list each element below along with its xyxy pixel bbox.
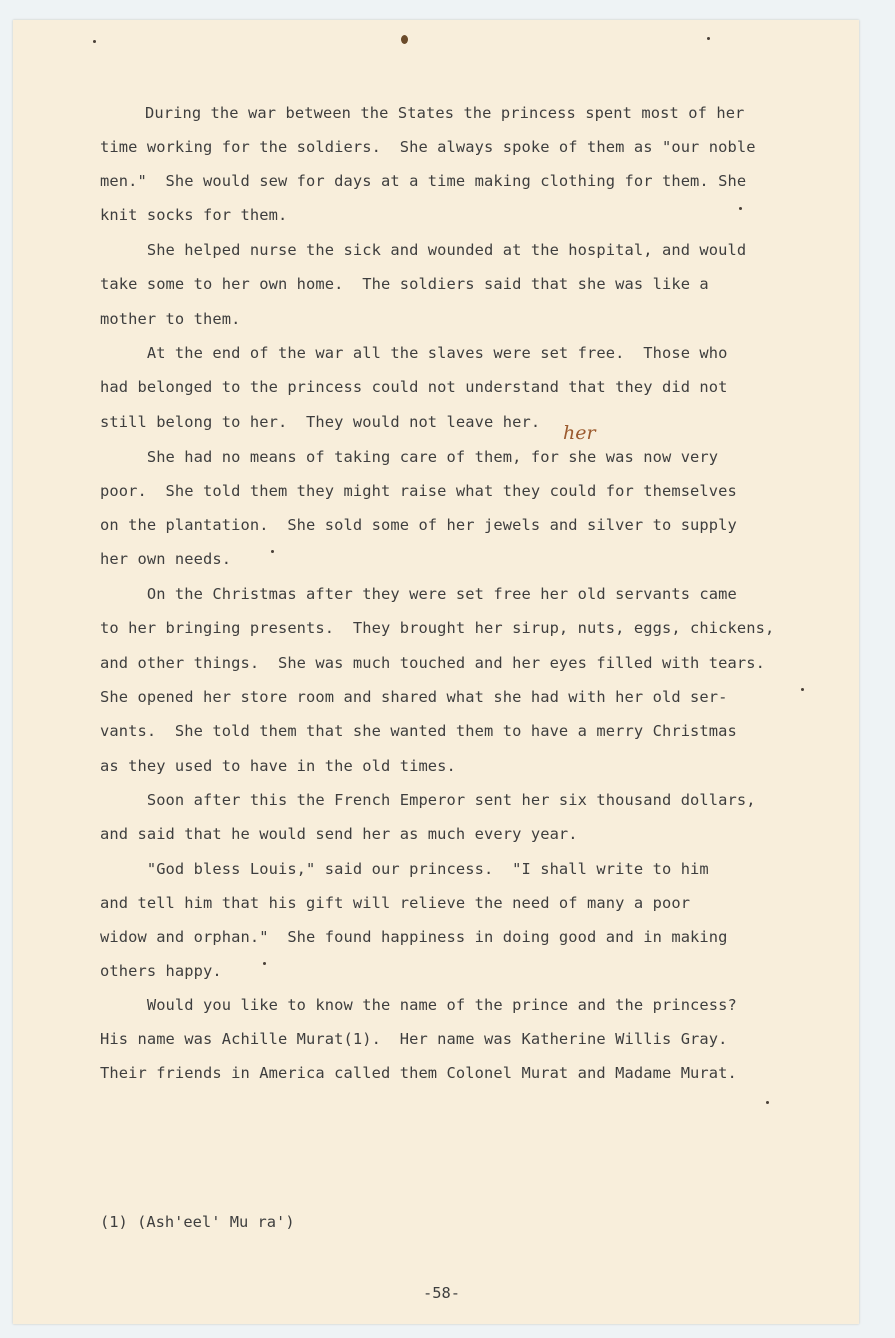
paper-speck [263, 962, 266, 965]
text-line: mother to them. [100, 310, 241, 328]
text-line: and said that he would send her as much every year. [100, 825, 578, 843]
paper-speck [766, 1101, 769, 1104]
text-line: on the plantation. She sold some of her jewels and silver to supply [100, 516, 737, 534]
text-line: During the war between the States the princess spent most of her [145, 104, 745, 122]
handwritten-annotation: her [563, 422, 596, 444]
text-line: Would you like to know the name of the prince and the princess? [100, 996, 737, 1014]
footnote: (1) (Ash'eel' Mu ra') [100, 1213, 295, 1231]
text-line: had belonged to the princess could not understand that they did not [100, 378, 728, 396]
text-line: Their friends in America called them Colonel Murat and Madame Murat. [100, 1064, 737, 1082]
text-line: to her bringing presents. They brought her sirup, nuts, eggs, chickens, [100, 619, 775, 637]
text-line: She opened her store room and shared what she had with her old ser- [100, 688, 728, 706]
paper-speck [739, 207, 742, 210]
text-line: take some to her own home. The soldiers said that she was like a [100, 275, 709, 293]
typewritten-page [13, 20, 859, 1324]
text-line: vants. She told them that she wanted them to have a merry Christmas [100, 722, 737, 740]
text-line: her own needs. [100, 550, 232, 568]
text-line: as they used to have in the old times. [100, 757, 456, 775]
text-line: Soon after this the French Emperor sent her six thousand dollars, [100, 791, 756, 809]
text-line: and other things. She was much touched and her eyes filled with tears. [100, 654, 765, 672]
text-line: still belong to her. They would not leave her. [100, 413, 541, 431]
text-line: At the end of the war all the slaves were set free. Those who [100, 344, 728, 362]
page-number: -58- [423, 1284, 461, 1302]
text-line: His name was Achille Murat(1). Her name was Katherine Willis Gray. [100, 1030, 728, 1048]
text-line: She helped nurse the sick and wounded at the hospital, and would [100, 241, 747, 259]
text-line: On the Christmas after they were set free her old servants came [100, 585, 737, 603]
paper-speck [707, 37, 710, 40]
paper-speck [271, 550, 274, 553]
text-line: poor. She told them they might raise what they could for themselves [100, 482, 737, 500]
text-line: time working for the soldiers. She always spoke of them as "our noble [100, 138, 756, 156]
text-line: widow and orphan." She found happiness in doing good and in making [100, 928, 728, 946]
text-line: and tell him that his gift will relieve the need of many a poor [100, 894, 691, 912]
text-line: others happy. [100, 962, 222, 980]
paper-speck [801, 688, 804, 691]
text-line: men." She would sew for days at a time making clothing for them. She [100, 172, 747, 190]
text-line: She had no means of taking care of them, for she was now very [100, 448, 719, 466]
text-line: "God bless Louis," said our princess. "I shall write to him [100, 860, 709, 878]
paper-speck [93, 40, 96, 43]
text-line: knit socks for them. [100, 206, 288, 224]
paper-speck [401, 35, 408, 44]
